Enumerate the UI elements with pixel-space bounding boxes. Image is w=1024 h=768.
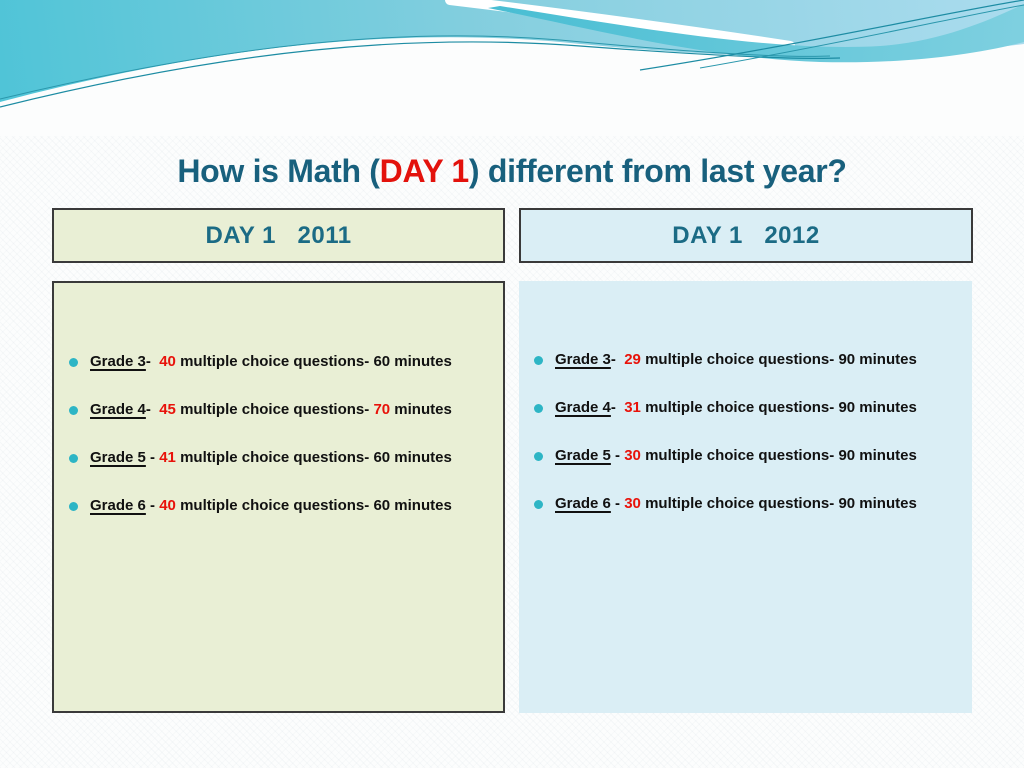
- minutes-value: 60: [373, 449, 391, 466]
- minutes-value: 90: [838, 351, 856, 368]
- bullet-item: [519, 494, 972, 514]
- grade-label: Grade 3: [555, 351, 611, 368]
- minutes-unit: minutes: [855, 495, 917, 512]
- grade-label: Grade 5: [555, 447, 611, 464]
- minutes-value: 60: [373, 353, 391, 370]
- bullet-item: [519, 446, 972, 466]
- decorative-wave-banner: [0, 0, 1024, 136]
- header-box-2012: [519, 208, 973, 263]
- page-title: [0, 150, 1024, 192]
- question-count: 40: [159, 497, 176, 514]
- minutes-value: 90: [838, 447, 856, 464]
- minutes-unit: minutes: [855, 447, 917, 464]
- bullet-item: [54, 352, 503, 372]
- content-box-2011: [52, 281, 505, 713]
- grade-label: Grade 6: [90, 497, 146, 514]
- title-highlight: DAY 1: [379, 153, 469, 189]
- minutes-value: 60: [373, 497, 391, 514]
- item-text: multiple choice questions-: [175, 401, 374, 418]
- content-box-2012: [519, 281, 972, 713]
- minutes-unit: minutes: [390, 353, 452, 370]
- item-text: multiple choice questions-: [640, 447, 839, 464]
- grade-separator: -: [610, 351, 625, 368]
- bullet-item: [519, 398, 972, 418]
- grade-separator: -: [145, 449, 160, 466]
- item-text: multiple choice questions-: [640, 399, 839, 416]
- grade-separator: -: [610, 495, 625, 512]
- grade-separator: -: [610, 399, 625, 416]
- minutes-unit: minutes: [390, 497, 452, 514]
- question-count: 31: [624, 399, 641, 416]
- bullet-item: [54, 400, 503, 420]
- title-suffix: ) different from last year?: [468, 153, 847, 189]
- item-text: multiple choice questions-: [640, 351, 839, 368]
- item-text: multiple choice questions-: [175, 497, 374, 514]
- question-count: 40: [159, 353, 176, 370]
- grade-separator: -: [145, 353, 160, 370]
- grade-separator: -: [610, 447, 625, 464]
- grade-label: Grade 4: [555, 399, 611, 416]
- minutes-value: 90: [838, 495, 856, 512]
- bullet-item: [54, 496, 503, 516]
- header-label-2011: DAY 1 2011: [205, 221, 352, 249]
- question-count: 30: [624, 447, 641, 464]
- grade-label: Grade 5: [90, 449, 146, 466]
- item-text: multiple choice questions-: [175, 449, 374, 466]
- minutes-value: 70: [373, 401, 391, 418]
- bullet-list-2012: [519, 281, 972, 514]
- item-text: multiple choice questions-: [175, 353, 374, 370]
- minutes-unit: minutes: [390, 449, 452, 466]
- bullet-list-2011: [54, 283, 503, 516]
- header-box-2011: [52, 208, 505, 263]
- grade-label: Grade 4: [90, 401, 146, 418]
- minutes-unit: minutes: [855, 399, 917, 416]
- title-prefix: How is Math (: [177, 153, 380, 189]
- question-count: 41: [159, 449, 176, 466]
- grade-separator: -: [145, 497, 160, 514]
- grade-label: Grade 3: [90, 353, 146, 370]
- grade-label: Grade 6: [555, 495, 611, 512]
- minutes-unit: minutes: [390, 401, 452, 418]
- item-text: multiple choice questions-: [640, 495, 839, 512]
- bullet-item: [54, 448, 503, 468]
- header-label-2012: DAY 1 2012: [672, 221, 820, 249]
- grade-separator: -: [145, 401, 160, 418]
- question-count: 45: [159, 401, 176, 418]
- minutes-unit: minutes: [855, 351, 917, 368]
- question-count: 30: [624, 495, 641, 512]
- bullet-item: [519, 350, 972, 370]
- minutes-value: 90: [838, 399, 856, 416]
- question-count: 29: [624, 351, 641, 368]
